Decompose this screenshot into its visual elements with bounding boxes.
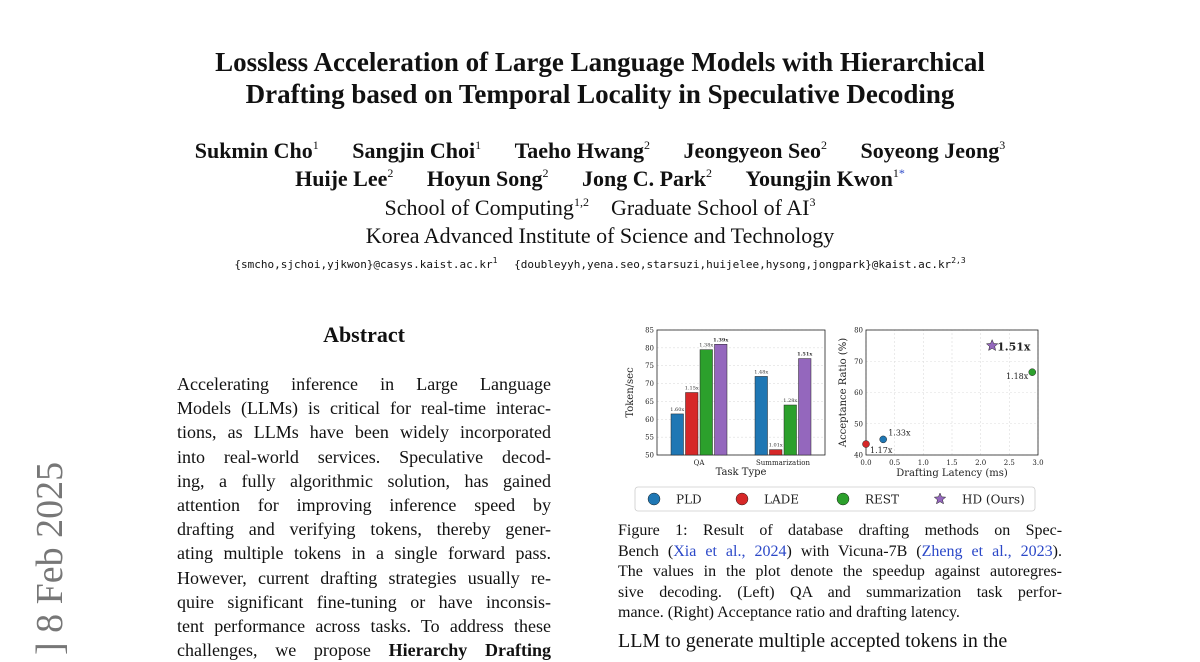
author-name: Sangjin Choi (352, 138, 476, 163)
bar-chart-y-tick: 60 (645, 415, 654, 424)
abstract-line: quire significant fine-tuning or have inconsis- (177, 591, 551, 612)
author-row-2 (0, 165, 1200, 193)
scatter-y-tick: 60 (854, 389, 863, 397)
author-name: Soyeong Jeong (860, 138, 1000, 163)
caption-text: Result of database drafting methods on Spec- (703, 522, 1063, 539)
bar-chart-y-tick: 50 (645, 451, 654, 460)
abstract-line: ating multiple tokens in a single forward pass. (177, 543, 551, 564)
bar-rest-summarization (784, 405, 797, 455)
legend-label-rest: REST (865, 492, 900, 507)
abstract-line: tent performance across tasks. To address these (177, 616, 551, 637)
author-affiliation-mark: 2 (542, 166, 549, 180)
abstract-line: drafting and verifying tokens, thereby gener- (177, 519, 551, 540)
author (746, 166, 905, 191)
scatter-x-tick: 0.0 (860, 459, 872, 467)
author-name: Jeongyeon Seo (683, 138, 822, 163)
bar-rest-qa (700, 350, 713, 455)
scatter-point-rest (1029, 369, 1036, 376)
scatter-y-tick: 50 (854, 420, 863, 429)
abstract-line: tions, as LLMs have been widely incorporated (177, 422, 551, 443)
legend-marker-lade (736, 493, 748, 505)
author-affiliation-mark: 2 (644, 138, 651, 152)
bar-lade-summarization (770, 450, 783, 455)
scatter-point-hd (986, 340, 997, 351)
caption-label: Figure 1: (618, 522, 688, 539)
legend-marker-rest (837, 493, 849, 505)
bar-chart-y-tick: 75 (645, 362, 654, 371)
citation-link[interactable]: Xia et al., 2024 (673, 542, 787, 560)
scatter-x-tick: 2.0 (975, 459, 987, 467)
bar-hd-qa (715, 344, 728, 455)
caption-line-4: sive decoding. (Left) QA and summarization task perfor- (618, 583, 1062, 601)
figure-1-chart (614, 322, 1044, 514)
bar-data-label: 1.38x (699, 342, 714, 349)
bar-chart-y-tick: 85 (645, 326, 654, 335)
title-line-1: Lossless Acceleration of Large Language Models with Hierarchical (215, 47, 985, 77)
email-group-1: {smcho,sjchoi,yjkwon}@casys.kaist.ac.kr (234, 258, 493, 271)
scatter-x-label: Drafting Latency (ms) (896, 468, 1008, 479)
scatter-data-label: 1.33x (888, 428, 911, 438)
abstract-line: into real-world services. Speculative decod- (177, 446, 551, 467)
abstract-line: challenges, we propose Hierarchy Drafting (177, 640, 551, 661)
author (861, 138, 1006, 163)
scatter-point-pld (880, 436, 887, 443)
bar-chart-y-tick: 70 (645, 380, 654, 389)
author (684, 138, 828, 163)
legend-label-lade: LADE (764, 492, 800, 507)
caption-line-1 (618, 521, 1062, 542)
email-line (0, 258, 1200, 271)
caption-line-2 (618, 542, 1062, 563)
author-affiliation-mark: 3 (999, 138, 1006, 152)
abstract-line: Accelerating inference in Large Language (177, 374, 551, 394)
bar-data-label: 1.01x (768, 442, 783, 449)
affiliation-line-2: Korea Advanced Institute of Science and Technology (365, 223, 835, 248)
author-affiliation-mark: 1 (312, 138, 319, 152)
author-name: Hoyun Song (426, 166, 543, 191)
legend-label-hd: HD (Ours) (962, 492, 1025, 507)
email-group-2-mark: 2,3 (951, 256, 966, 265)
scatter-data-label: 1.17x (870, 446, 893, 456)
caption-text: ). (1052, 542, 1062, 560)
affiliation-ai-mark: 3 (809, 195, 816, 209)
method-name: Hierarchy Drafting (388, 640, 551, 661)
author (427, 166, 549, 191)
author-name: Sukmin Cho (194, 138, 313, 163)
author-name: Jong C. Park (581, 166, 707, 191)
bar-data-label: 1.51x (797, 351, 813, 358)
scatter-x-tick: 0.5 (889, 459, 901, 467)
author-list (0, 137, 1200, 193)
affiliation-ai: Graduate School of AI (610, 195, 810, 220)
scatter-point-lade (863, 441, 870, 448)
abstract-line: However, current drafting strategies usually re- (177, 567, 551, 588)
caption-line-5: mance. (Right) Acceptance ratio and drafting latency. (618, 604, 960, 621)
author-affiliation-mark: 1 (475, 138, 482, 152)
bar-pld-summarization (755, 376, 768, 455)
affiliation-number: 1 (892, 166, 899, 180)
scatter-x-tick: 1.5 (946, 459, 958, 467)
scatter-x-tick: 3.0 (1032, 459, 1044, 467)
author (352, 138, 481, 163)
abstract-body (177, 372, 551, 662)
bar-chart-x-tick: QA (693, 459, 705, 467)
title-line-2: Drafting based on Temporal Locality in Speculative Decoding (245, 79, 955, 109)
affiliation-line-1 (0, 194, 1200, 222)
bar-chart-x-tick: Summarization (756, 459, 810, 467)
author (515, 138, 650, 163)
abstract-line: Models (LLMs) is critical for real-time interac- (177, 398, 551, 419)
caption-text: Bench ( (618, 542, 674, 560)
caption-line-3: The values in the plot denote the speedup against autoregres- (618, 563, 1062, 580)
scatter-y-tick: 70 (854, 357, 863, 366)
bar-lade-qa (686, 393, 699, 456)
affiliation-computing-mark: 1,2 (573, 195, 589, 209)
author (195, 138, 319, 163)
paper-title (0, 46, 1200, 110)
scatter-x-tick: 1.0 (917, 459, 929, 467)
bar-data-label: 1.39x (713, 337, 729, 344)
corresponding-author-mark[interactable]: * (898, 166, 905, 180)
affiliation-computing: School of Computing (384, 195, 574, 220)
author-name: Youngjin Kwon (745, 166, 893, 191)
author-name: Huije Lee (295, 166, 388, 191)
bar-chart-y-label: Token/sec (625, 367, 636, 418)
author-affiliation-mark: 2 (821, 138, 828, 152)
bar-data-label: 1.48x (754, 369, 769, 376)
scatter-y-tick: 80 (854, 326, 863, 335)
arxiv-side-stamp: ] 8 Feb 2025 (29, 461, 71, 655)
citation-link[interactable]: Zheng et al., 2023 (921, 542, 1053, 560)
scatter-y-tick: 40 (854, 451, 863, 460)
author (582, 166, 712, 191)
bar-chart-x-label: Task Type (715, 467, 767, 478)
bar-chart-y-tick: 80 (645, 344, 654, 353)
bar-chart-y-tick: 65 (645, 397, 654, 406)
figure-1-caption (618, 521, 1062, 624)
bar-data-label: 1.15x (684, 385, 699, 392)
abstract-line: attention for improving inference speed by (177, 495, 551, 516)
bar-data-label: 1.60x (670, 406, 685, 413)
bar-hd-summarization (799, 359, 812, 455)
author-affiliation-mark: 2 (706, 166, 713, 180)
email-group-2: {doubleyyh,yena.seo,starsuzi,huijelee,hysong,jongpark}@kaist.ac.kr (514, 258, 952, 271)
email-group-1-mark: 1 (492, 256, 498, 265)
bar-chart-y-tick: 55 (645, 433, 654, 442)
legend-label-pld: PLD (676, 492, 702, 507)
abstract-line: ing, a fully algorithmic solution, has gained (177, 470, 551, 491)
scatter-x-tick: 2.5 (1003, 459, 1015, 467)
author-affiliation-mark: 2 (387, 166, 394, 180)
scatter-data-label: 1.18x (1005, 372, 1029, 382)
body-text-snippet: LLM to generate multiple accepted tokens in the (618, 630, 1008, 652)
author-affiliation-mark (893, 166, 905, 180)
abstract-heading: Abstract (323, 322, 405, 347)
author-name: Taeho Hwang (514, 138, 645, 163)
author (295, 166, 393, 191)
bar-data-label: 1.28x (783, 398, 798, 404)
legend-marker-pld (648, 493, 660, 505)
bar-pld-qa (671, 414, 684, 455)
caption-text: ) with Vicuna-7B ( (786, 542, 922, 560)
author-row-1 (0, 137, 1200, 165)
scatter-y-label: Acceptance Ratio (%) (838, 337, 849, 448)
scatter-data-label: 1.51x (997, 340, 1031, 354)
